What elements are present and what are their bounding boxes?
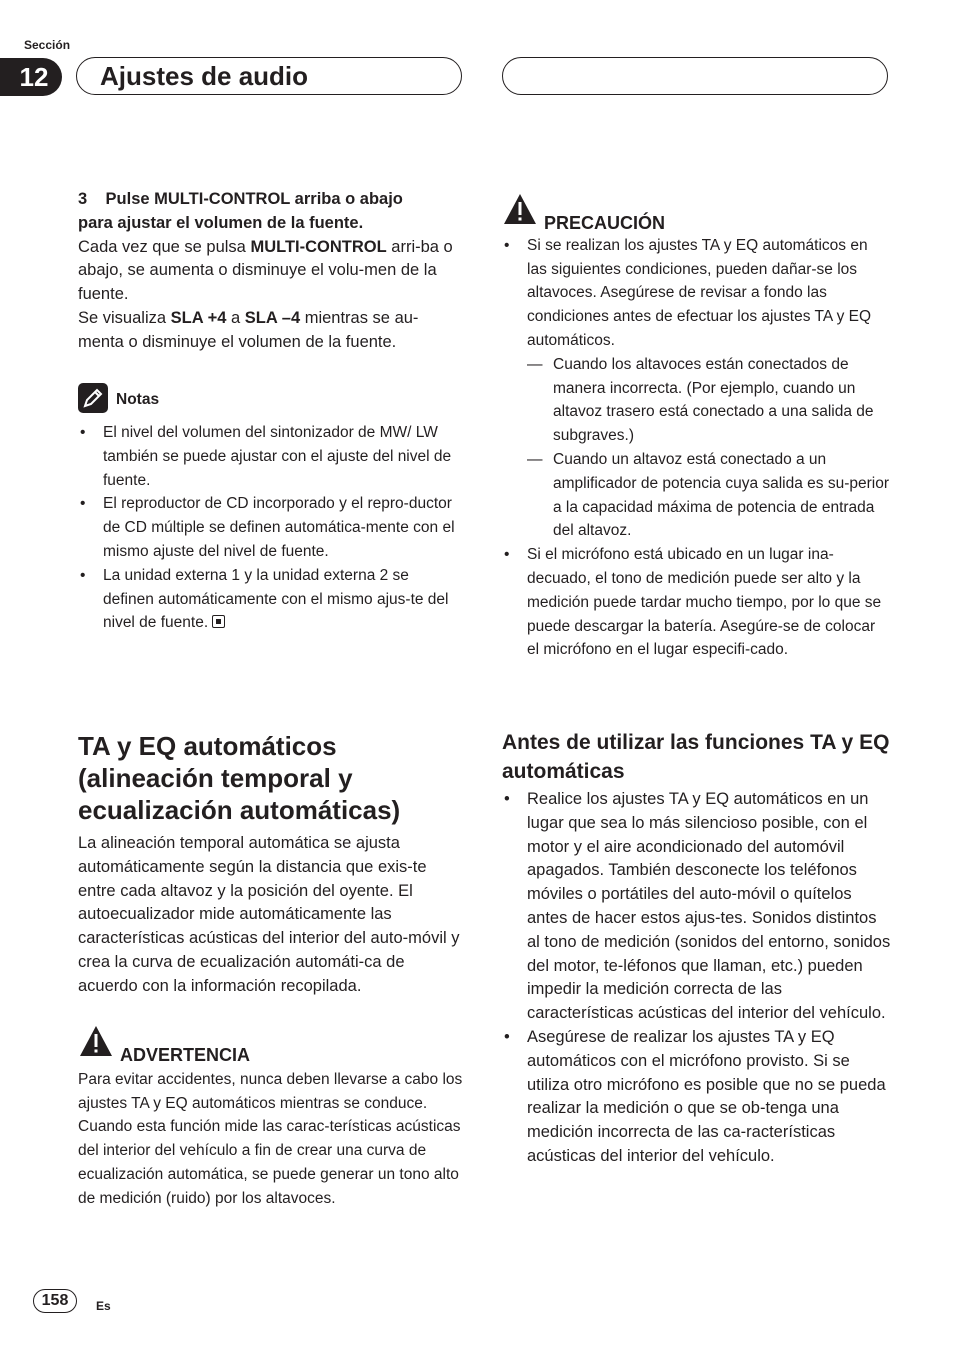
page-number: 158 [33,1289,77,1313]
warning-header [78,1024,468,1066]
note-item: • La unidad externa 1 y la unidad externa 2 se definen automáticamente con el mismo ajus-te del nivel de fuente. [78,564,464,635]
warning-title: ADVERTENCIA [120,1044,251,1065]
caution-header [502,192,890,234]
header-right-frame [502,57,888,95]
caution-block [502,192,890,662]
section-title: Ajustes de audio [100,61,309,91]
notes-title: Notas [116,391,160,408]
sub-heading: Antes de utilizar las funciones TA y EQ automáticas [502,731,890,783]
section-label: Sección [24,38,71,52]
caution-item: • Si el micrófono está ubicado en un lugar ina-decuado, el tono de medición puede ser alto y la medición puede tardar mucho tiempo, por lo que se puede descargar la batería. Asegúre-se de colocar el micrófono en el lugar especifi-cado. [502,543,890,662]
step-number: 3 [78,190,88,208]
main-paragraph: La alineación temporal automática se ajusta automáticamente según la distancia que exis-te entre cada altavoz y la posición del oyente. El autoecualizador mide automáticamente las características acústicas del interior del auto-móvil y crea la curva de ecualización automáti-ca de acuerdo con la información recopilada. [78,834,460,995]
language-code: Es [96,1299,111,1313]
step-paragraph-1: Cada vez que se pulsa MULTI-CONTROL arri-ba o abajo, se aumenta o disminuye el volu-men de la fuente. [78,237,453,304]
left-column [78,188,464,355]
step-heading-line2: para ajustar el volumen de la fuente. [78,213,364,232]
list-item: • Realice los ajustes TA y EQ automáticos en un lugar que sea lo más silencioso posible, con el motor y el aire acondicionado del automóvil apagados. También desconecte los teléfonos móviles o portátiles del auto-móvil o quítelos antes de hacer estos ajus-tes. Sonidos distintos al tono de medición (sonidos del entorno, sonidos del motor, te-léfonos que llaman, etc.) pueden impedir la medición correcta de las características acústicas del interior del vehículo. [502,788,892,1026]
end-of-section-icon [212,615,225,628]
caution-subitem: — Cuando un altavoz está conectado a un amplificador de potencia cuya salida es su-perior a la capacidad máxima de potencia de entrada del altavoz. [527,448,890,543]
warning-block [78,1024,468,1211]
warning-text: Para evitar accidentes, nunca deben llevarse a cabo los ajustes TA y EQ automáticos mientras se conduce. Cuando esta función mide las carac-terísticas acústicas del interior del vehículo a fin de crear una curva de ecualización automática, se puede generar un tono alto de medición (ruido) por los altavoces. [78,1070,463,1207]
caution-sublist [527,353,890,543]
caution-subitem: — Cuando los altavoces están conectados de manera incorrecta. (Por ejemplo, cuando un altavoz trasero está conectado a una salida de subgraves.) [527,353,890,448]
note-item: • El nivel del volumen del sintonizador de MW/ LW también se puede ajustar con el ajuste del nivel de fuente. [78,421,464,492]
list-item: • Asegúrese de realizar los ajustes TA y EQ automáticos con el micrófono provisto. Si se utiliza otro micrófono es posible que no se pueda realizar la medición o que se ob-tenga una medición incorrecta de las ca-racterísticas acústicas del interior del vehículo. [502,1026,892,1169]
note-pencil-icon [78,383,108,413]
note-item: • El reproductor de CD incorporado y el repro-ductor de CD múltiple se definen automática-mente con el mismo ajuste del nivel de fuente. [78,492,464,563]
warning-triangle-icon [502,192,538,234]
warning-triangle-icon [78,1024,114,1066]
before-use-list [502,788,892,1169]
step-heading-line1: Pulse MULTI-CONTROL arriba o abajo [105,190,403,208]
main-section [78,730,468,999]
notes-block [78,383,464,635]
step-paragraph-2: Se visualiza SLA +4 a SLA –4 mientras se au-menta o disminuye el volumen de la fuente. [78,308,419,351]
notes-header [78,383,464,413]
caution-title: PRECAUCIÓN [544,212,666,233]
main-heading: TA y EQ automáticos (alineación temporal y ecualización automáticas) [78,731,401,825]
notes-list [78,421,464,635]
section-number-badge: 12 [0,58,62,96]
caution-item: • Si se realizan los ajustes TA y EQ automáticos en las siguientes condiciones, pueden dañar-se los altavoces. Asegúrese de revisar a fondo las condiciones antes de efectuar los ajustes TA y EQ automáticos. — Cuando los altavoces están conectados de manera incorrecta. (Por ejemplo, cuando un altavoz trasero está conectado a una salida de subgraves.) — Cuando un altavoz está conectado a un amplificador de potencia cuya salida es su-perior a la capacidad máxima de potencia de entrada del altavoz. [502,234,890,543]
before-use-section [502,728,892,1169]
caution-list [502,234,890,662]
step-heading [78,188,464,236]
